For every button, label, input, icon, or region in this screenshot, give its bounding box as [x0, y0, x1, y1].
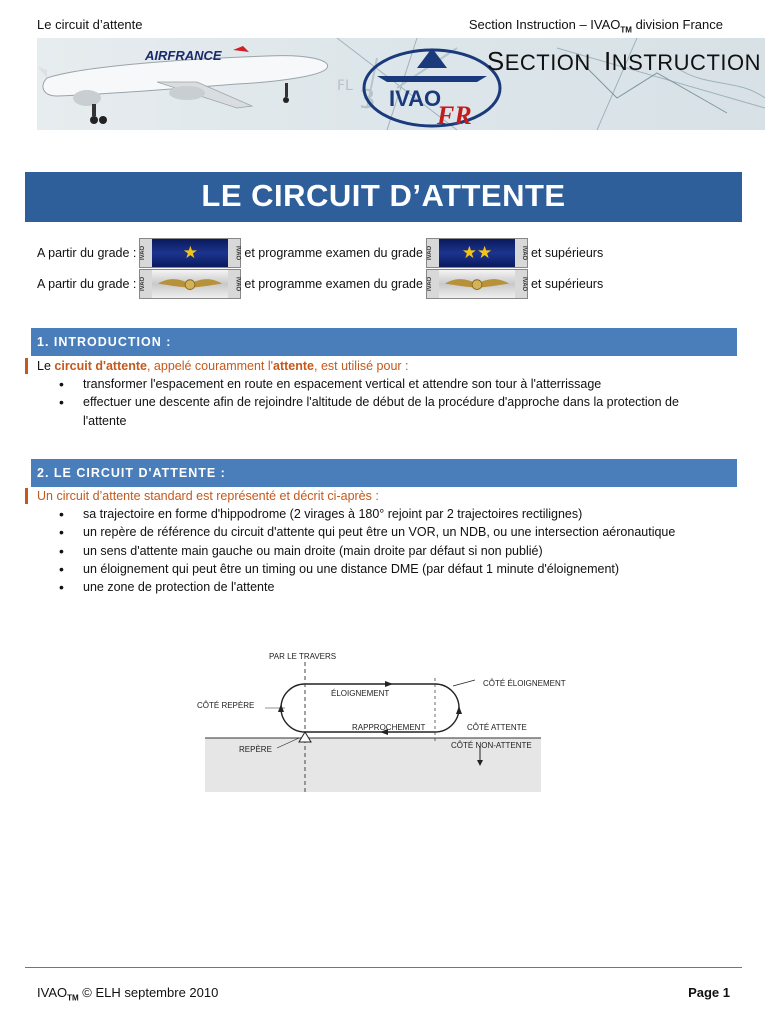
page-title: LE CIRCUIT D’ATTENTE: [25, 172, 742, 222]
header-banner: [37, 38, 765, 130]
section2-bullets: [58, 505, 718, 596]
label-rapprochement: RAPPROCHEMENT: [352, 723, 426, 732]
grade-line-1: [37, 237, 603, 269]
grade-suffix: et supérieurs: [530, 277, 604, 291]
holding-pattern-diagram: [197, 642, 566, 792]
list-item: • un éloignement qui peut être un timing ou une distance DME (par défaut 1 minute d'éloignement): [58, 560, 718, 578]
label-cote-repere: CÔTÉ REPÈRE: [197, 701, 255, 710]
label-cote-attente: CÔTÉ ATTENTE: [467, 723, 527, 732]
grade-line-2: [37, 268, 603, 300]
banner-section-instruction: SECTION INSTRUCTION: [486, 46, 761, 76]
airliner-image: [37, 46, 328, 124]
section1-bullets: [58, 375, 718, 430]
label-repere: REPÈRE: [239, 745, 272, 754]
wings-icon: [152, 270, 228, 297]
grade-suffix: et supérieurs: [530, 246, 604, 260]
grade-badge-wings: IVAO IVAO: [139, 269, 241, 299]
section1-lead: Le circuit d'attente, appelé couramment l'attente, est utilisé pour :: [25, 358, 409, 374]
section-heading-introduction: 1. INTRODUCTION :: [31, 328, 737, 356]
list-item: • transformer l'espacement en route en espacement vertical et attendre son tour à l'atterrissage: [58, 375, 718, 393]
grade-middle: et programme examen du grade: [244, 246, 423, 260]
star-icon: ★: [182, 243, 198, 262]
label-par-le-travers: PAR LE TRAVERS: [269, 652, 337, 661]
grade-prefix: A partir du grade :: [37, 277, 137, 291]
header-right-title: Section Instruction – $IVAO_{TM}$ division France: [468, 17, 723, 35]
footer-left: $IVAO_{TM}$ © ELH septembre 2010: [37, 985, 219, 1003]
fix-triangle-icon: [299, 732, 311, 742]
grade-prefix: A partir du grade :: [37, 246, 137, 260]
list-item: • effectuer une descente afin de rejoindre l'altitude de début de la procédure d'approche dans la protection de l'attente: [58, 393, 718, 430]
label-cote-non-attente: CÔTÉ NON-ATTENTE: [451, 741, 532, 750]
grade-badge-wings-superior: IVAO IVAO: [426, 269, 528, 299]
svg-text:IVAO: IVAO: [389, 86, 442, 111]
grade-badge-one-star: IVAO ★ IVAO: [139, 238, 241, 268]
svg-text:FL: FL: [337, 78, 353, 94]
footer-divider: [25, 967, 742, 968]
grade-middle: et programme examen du grade: [244, 277, 423, 291]
label-cote-eloignement: CÔTÉ ÉLOIGNEMENT: [483, 679, 566, 688]
svg-text:AIRFRANCE: AIRFRANCE: [145, 48, 222, 63]
label-eloignement: ÉLOIGNEMENT: [331, 689, 390, 698]
list-item: • sa trajectoire en forme d'hippodrome (2 virages à 180° rejoint par 2 trajectoires rectilignes): [58, 505, 718, 523]
star-icon: ★★: [461, 243, 493, 262]
section2-lead: Un circuit d’attente standard est représenté et décrit ci-après :: [25, 488, 379, 504]
page-number: Page 1: [688, 985, 730, 1000]
wings-icon: [439, 270, 515, 297]
header-left-title: Le circuit d’attente: [37, 17, 143, 32]
grade-badge-two-stars: IVAO ★★ IVAO: [426, 238, 528, 268]
section-heading-circuit: 2. LE CIRCUIT D'ATTENTE :: [31, 459, 737, 487]
list-item: • un sens d'attente main gauche ou main droite (main droite par défaut si non publié): [58, 542, 718, 560]
list-item: • une zone de protection de l'attente: [58, 578, 718, 596]
ivao-logo: [364, 48, 500, 130]
svg-text:3: 3: [359, 85, 376, 115]
svg-text:FR: FR: [437, 101, 472, 130]
list-item: • un repère de référence du circuit d'attente qui peut être un VOR, un NDB, ou une intersection aéronautique: [58, 523, 718, 541]
